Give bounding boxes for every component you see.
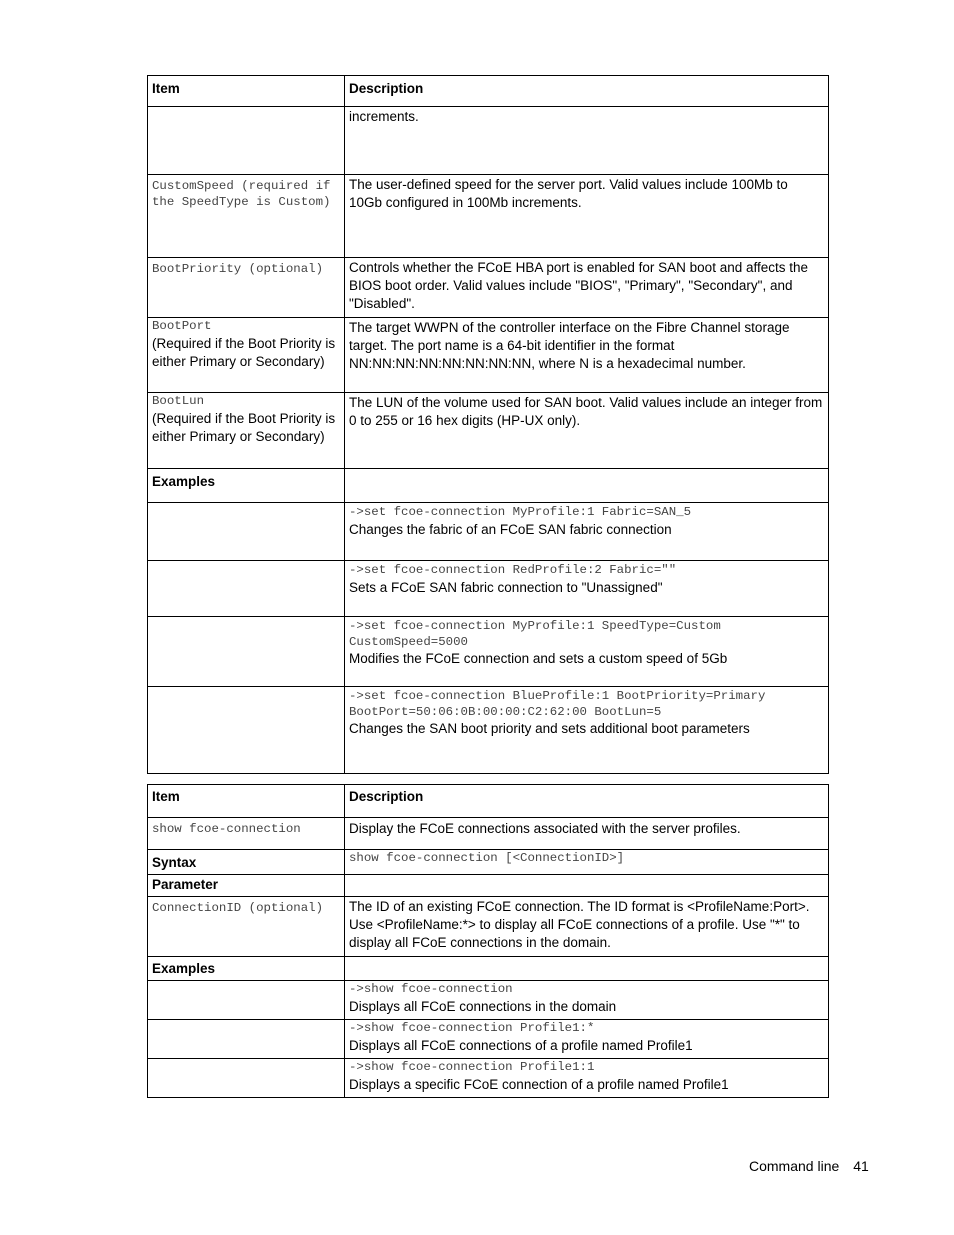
- item-code: CustomSpeed (required if the SpeedType is Custom): [152, 179, 338, 209]
- example-text: Modifies the FCoE connection and sets a custom speed of 5Gb: [349, 651, 728, 666]
- example-row: [148, 503, 829, 561]
- description-text: Display the FCoE connections associated with the server profiles.: [349, 821, 741, 836]
- description-text: The user-defined speed for the server port. Valid values include 100Mb to 10Gb configured in 100Mb increments.: [349, 177, 788, 210]
- table-row: [148, 393, 829, 469]
- example-command: ->show fcoe-connection Profile1:*: [349, 1021, 595, 1035]
- example-cell: [345, 981, 829, 1020]
- description-cell: [345, 258, 829, 318]
- table-row: [148, 897, 829, 957]
- description-cell: [345, 175, 829, 258]
- example-row: [148, 617, 829, 687]
- description-cell: [345, 818, 829, 850]
- item-cell: [148, 818, 345, 850]
- example-command: ->set fcoe-connection MyProfile:1 SpeedType=Custom CustomSpeed=5000: [349, 619, 729, 649]
- item-cell: [148, 897, 345, 957]
- description-cell: [345, 318, 829, 393]
- example-row: [148, 561, 829, 617]
- item-cell: [148, 175, 345, 258]
- example-cell: [345, 687, 829, 774]
- table-row: [148, 818, 829, 850]
- page-number: 41: [853, 1158, 869, 1174]
- description-text: The target WWPN of the controller interface on the Fibre Channel storage target. The port name is a 64-bit identifier in the format NN:NN:NN:NN:NN:NN:NN:NN, where N is a hexadecimal number.: [349, 320, 790, 371]
- item-cell-empty: [148, 503, 345, 561]
- example-row: [148, 1020, 829, 1059]
- example-text: Displays all FCoE connections of a profile named Profile1: [349, 1037, 693, 1053]
- item-cell-empty: [148, 1059, 345, 1098]
- item-note: (Required if the Boot Priority is either Primary or Secondary): [152, 410, 336, 444]
- example-cell: [345, 1020, 829, 1059]
- table-row: [148, 175, 829, 258]
- empty-cell: [345, 875, 829, 897]
- item-code: ConnectionID (optional): [152, 901, 324, 915]
- table-header-row: [148, 785, 829, 818]
- item-cell-empty: [148, 561, 345, 617]
- description-text: Controls whether the FCoE HBA port is enabled for SAN boot and affects the BIOS boot order. Valid values include "BIOS", "Primary", "Secondary", and "Disabled".: [349, 260, 809, 311]
- example-command: ->show fcoe-connection: [349, 982, 513, 996]
- item-code: BootLun: [152, 394, 205, 408]
- item-cell-empty: [148, 617, 345, 687]
- item-note: (Required if the Boot Priority is either Primary or Secondary): [152, 335, 336, 369]
- item-code: BootPort: [152, 319, 212, 333]
- example-cell: [345, 1059, 829, 1098]
- example-command: ->set fcoe-connection BlueProfile:1 BootPriority=Primary BootPort=50:06:0B:00:00:C2:62:00 BootLun=5: [349, 689, 773, 719]
- examples-label-row: [148, 957, 829, 981]
- item-cell-empty: [148, 981, 345, 1020]
- syntax-cell: [345, 850, 829, 875]
- example-cell: [345, 561, 829, 617]
- item-cell-empty: [148, 687, 345, 774]
- empty-cell: [345, 469, 829, 503]
- example-text: Sets a FCoE SAN fabric connection to "Unassigned": [349, 579, 663, 595]
- table-row: [148, 258, 829, 318]
- description-cell: [345, 897, 829, 957]
- syntax-command: show fcoe-connection [<ConnectionID>]: [349, 851, 625, 865]
- example-text: Displays a specific FCoE connection of a profile named Profile1: [349, 1076, 729, 1092]
- parameter-label-row: [148, 875, 829, 897]
- item-cell-empty: [148, 1020, 345, 1059]
- table-row: [148, 318, 829, 393]
- header-item: Item: [148, 76, 345, 107]
- table-row: [148, 107, 829, 175]
- table-header-row: [148, 76, 829, 107]
- example-text: Changes the SAN boot priority and sets additional boot parameters: [349, 721, 750, 736]
- example-text: Changes the fabric of an FCoE SAN fabric connection: [349, 521, 672, 537]
- example-command: ->show fcoe-connection Profile1:1: [349, 1060, 595, 1074]
- example-row: [148, 687, 829, 774]
- set-fcoe-connection-table: [147, 75, 829, 774]
- example-text: Displays all FCoE connections in the domain: [349, 998, 617, 1014]
- page-footer: [749, 1158, 869, 1174]
- description-text: The ID of an existing FCoE connection. The ID format is <ProfileName:Port>. Use <ProfileName:*> to display all FCoE connections of a profile. Use "*" to display all FCoE connections in the domain.: [349, 899, 810, 950]
- syntax-row: [148, 850, 829, 875]
- header-description: Description: [345, 785, 829, 818]
- example-cell: [345, 503, 829, 561]
- item-cell: [148, 258, 345, 318]
- empty-cell: [345, 957, 829, 981]
- examples-label: Examples: [148, 469, 345, 503]
- item-cell: [148, 393, 345, 469]
- description-cell: [345, 393, 829, 469]
- item-cell-empty: [148, 107, 345, 175]
- example-command: ->set fcoe-connection MyProfile:1 Fabric=SAN_5: [349, 505, 692, 519]
- examples-label: Examples: [148, 957, 345, 981]
- header-item: Item: [148, 785, 345, 818]
- description-text: The LUN of the volume used for SAN boot. Valid values include an integer from 0 to 255 or 16 hex digits (HP-UX only).: [349, 395, 823, 428]
- parameter-label: Parameter: [148, 875, 345, 897]
- example-cell: [345, 617, 829, 687]
- example-row: [148, 981, 829, 1020]
- show-fcoe-connection-table: [147, 784, 829, 1098]
- syntax-label: Syntax: [148, 850, 345, 875]
- examples-label-row: [148, 469, 829, 503]
- item-code: show fcoe-connection: [152, 822, 301, 836]
- description-cell: [345, 107, 829, 175]
- description-text: increments.: [349, 109, 419, 124]
- example-command: ->set fcoe-connection RedProfile:2 Fabric="": [349, 563, 677, 577]
- header-description: Description: [345, 76, 829, 107]
- item-cell: [148, 318, 345, 393]
- item-code: BootPriority (optional): [152, 262, 324, 276]
- example-row: [148, 1059, 829, 1098]
- footer-section-title: Command line: [749, 1158, 840, 1174]
